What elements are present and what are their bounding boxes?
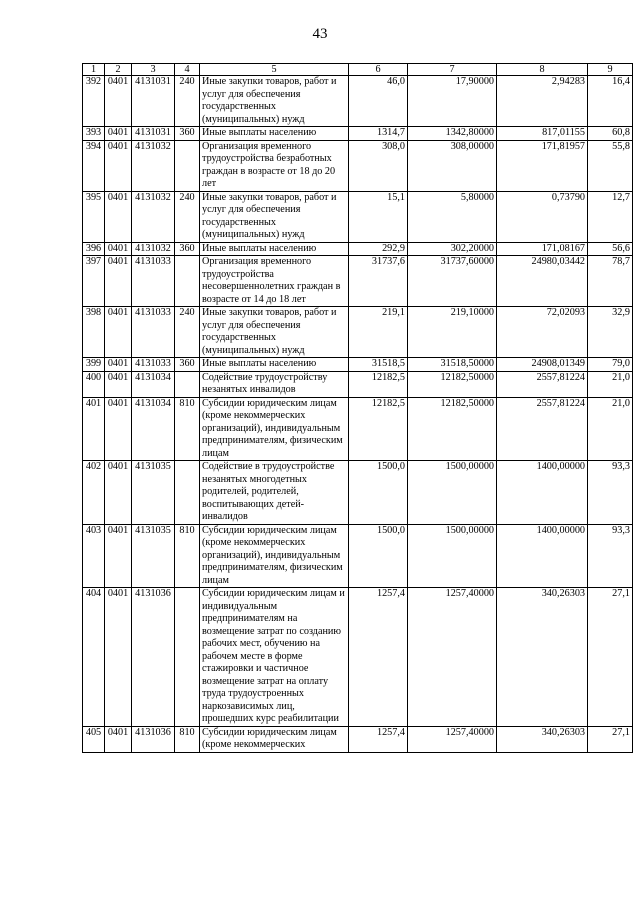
expense-type-cell bbox=[175, 256, 200, 307]
budget-table bbox=[82, 63, 633, 753]
target-code-cell: 4131036 bbox=[132, 726, 175, 752]
refined-value-cell: 219,10000 bbox=[408, 307, 497, 358]
target-code-cell: 4131035 bbox=[132, 524, 175, 588]
table-body bbox=[83, 76, 633, 753]
plan-value-cell: 31737,6 bbox=[349, 256, 408, 307]
header-cell: 1 bbox=[83, 64, 105, 76]
executed-value-cell: 1400,00000 bbox=[497, 461, 588, 525]
target-code-cell: 4131031 bbox=[132, 127, 175, 141]
executed-value-cell: 2557,81224 bbox=[497, 371, 588, 397]
name-cell: Иные закупки товаров, работ и услуг для обеспечения государственных (муниципальных) нужд bbox=[200, 76, 349, 127]
table-row bbox=[83, 397, 633, 461]
plan-value-cell: 12182,5 bbox=[349, 397, 408, 461]
plan-value-cell: 1500,0 bbox=[349, 524, 408, 588]
name-cell: Содействие в трудоустройстве незанятых многодетных родителей, родителей, воспитывающих детей-инвалидов bbox=[200, 461, 349, 525]
table-row bbox=[83, 242, 633, 256]
executed-value-cell: 24908,01349 bbox=[497, 358, 588, 372]
table-row bbox=[83, 588, 633, 727]
header-cell: 8 bbox=[497, 64, 588, 76]
section-code-cell: 0401 bbox=[105, 588, 132, 727]
name-cell: Иные закупки товаров, работ и услуг для обеспечения государственных (муниципальных) нужд bbox=[200, 307, 349, 358]
row-number-cell: 394 bbox=[83, 140, 105, 191]
row-number-cell: 401 bbox=[83, 397, 105, 461]
refined-value-cell: 12182,50000 bbox=[408, 397, 497, 461]
name-cell: Субсидии юридическим лицам (кроме некоммерческих bbox=[200, 726, 349, 752]
row-number-cell: 400 bbox=[83, 371, 105, 397]
refined-value-cell: 1500,00000 bbox=[408, 461, 497, 525]
header-cell: 7 bbox=[408, 64, 497, 76]
section-code-cell: 0401 bbox=[105, 242, 132, 256]
header-cell: 6 bbox=[349, 64, 408, 76]
target-code-cell: 4131034 bbox=[132, 371, 175, 397]
plan-value-cell: 292,9 bbox=[349, 242, 408, 256]
plan-value-cell: 1314,7 bbox=[349, 127, 408, 141]
name-cell: Субсидии юридическим лицам (кроме некоммерческих организаций), индивидуальным предпринимателям, физическим лицам bbox=[200, 524, 349, 588]
target-code-cell: 4131036 bbox=[132, 588, 175, 727]
table-row bbox=[83, 76, 633, 127]
target-code-cell: 4131032 bbox=[132, 191, 175, 242]
plan-value-cell: 31518,5 bbox=[349, 358, 408, 372]
refined-value-cell: 17,90000 bbox=[408, 76, 497, 127]
refined-value-cell: 12182,50000 bbox=[408, 371, 497, 397]
refined-value-cell: 1257,40000 bbox=[408, 726, 497, 752]
table-row bbox=[83, 307, 633, 358]
target-code-cell: 4131034 bbox=[132, 397, 175, 461]
percent-cell: 21,0 bbox=[588, 397, 633, 461]
executed-value-cell: 171,08167 bbox=[497, 242, 588, 256]
header-cell: 4 bbox=[175, 64, 200, 76]
section-code-cell: 0401 bbox=[105, 358, 132, 372]
plan-value-cell: 15,1 bbox=[349, 191, 408, 242]
row-number-cell: 397 bbox=[83, 256, 105, 307]
executed-value-cell: 2,94283 bbox=[497, 76, 588, 127]
header-cell: 5 bbox=[200, 64, 349, 76]
target-code-cell: 4131032 bbox=[132, 140, 175, 191]
plan-value-cell: 46,0 bbox=[349, 76, 408, 127]
expense-type-cell: 240 bbox=[175, 76, 200, 127]
refined-value-cell: 31737,60000 bbox=[408, 256, 497, 307]
target-code-cell: 4131032 bbox=[132, 242, 175, 256]
row-number-cell: 392 bbox=[83, 76, 105, 127]
plan-value-cell: 308,0 bbox=[349, 140, 408, 191]
percent-cell: 16,4 bbox=[588, 76, 633, 127]
table-row bbox=[83, 371, 633, 397]
table-row bbox=[83, 461, 633, 525]
percent-cell: 79,0 bbox=[588, 358, 633, 372]
target-code-cell: 4131033 bbox=[132, 256, 175, 307]
executed-value-cell: 24980,03442 bbox=[497, 256, 588, 307]
table-row bbox=[83, 358, 633, 372]
section-code-cell: 0401 bbox=[105, 191, 132, 242]
expense-type-cell bbox=[175, 371, 200, 397]
refined-value-cell: 1500,00000 bbox=[408, 524, 497, 588]
plan-value-cell: 1257,4 bbox=[349, 588, 408, 727]
executed-value-cell: 1400,00000 bbox=[497, 524, 588, 588]
row-number-cell: 395 bbox=[83, 191, 105, 242]
name-cell: Организация временного трудоустройства безработных граждан в возрасте от 18 до 20 лет bbox=[200, 140, 349, 191]
section-code-cell: 0401 bbox=[105, 256, 132, 307]
percent-cell: 56,6 bbox=[588, 242, 633, 256]
name-cell: Субсидии юридическим лицам и индивидуальным предпринимателям на возмещение затрат по созданию рабочих мест, обучению на рабочем месте в форме стажировки и частичное возмещение затрат на оплату труда трудоустроенных наркозависимых лиц, прошедших курс реабилитации bbox=[200, 588, 349, 727]
expense-type-cell bbox=[175, 461, 200, 525]
section-code-cell: 0401 bbox=[105, 140, 132, 191]
executed-value-cell: 2557,81224 bbox=[497, 397, 588, 461]
executed-value-cell: 72,02093 bbox=[497, 307, 588, 358]
expense-type-cell: 810 bbox=[175, 397, 200, 461]
executed-value-cell: 340,26303 bbox=[497, 588, 588, 727]
target-code-cell: 4131033 bbox=[132, 307, 175, 358]
section-code-cell: 0401 bbox=[105, 307, 132, 358]
percent-cell: 93,3 bbox=[588, 524, 633, 588]
section-code-cell: 0401 bbox=[105, 371, 132, 397]
refined-value-cell: 308,00000 bbox=[408, 140, 497, 191]
expense-type-cell bbox=[175, 588, 200, 727]
name-cell: Организация временного трудоустройства несовершеннолетних граждан в возрасте от 14 до 18 лет bbox=[200, 256, 349, 307]
table-row bbox=[83, 524, 633, 588]
table-row bbox=[83, 127, 633, 141]
refined-value-cell: 5,80000 bbox=[408, 191, 497, 242]
percent-cell: 12,7 bbox=[588, 191, 633, 242]
refined-value-cell: 31518,50000 bbox=[408, 358, 497, 372]
section-code-cell: 0401 bbox=[105, 524, 132, 588]
executed-value-cell: 0,73790 bbox=[497, 191, 588, 242]
expense-type-cell: 360 bbox=[175, 127, 200, 141]
table-row bbox=[83, 256, 633, 307]
table-row bbox=[83, 726, 633, 752]
percent-cell: 93,3 bbox=[588, 461, 633, 525]
plan-value-cell: 1257,4 bbox=[349, 726, 408, 752]
refined-value-cell: 302,20000 bbox=[408, 242, 497, 256]
name-cell: Иные выплаты населению bbox=[200, 127, 349, 141]
expense-type-cell: 240 bbox=[175, 307, 200, 358]
percent-cell: 21,0 bbox=[588, 371, 633, 397]
row-number-cell: 402 bbox=[83, 461, 105, 525]
name-cell: Иные выплаты населению bbox=[200, 242, 349, 256]
expense-type-cell: 810 bbox=[175, 524, 200, 588]
expense-type-cell: 360 bbox=[175, 358, 200, 372]
executed-value-cell: 171,81957 bbox=[497, 140, 588, 191]
name-cell: Иные закупки товаров, работ и услуг для обеспечения государственных (муниципальных) нужд bbox=[200, 191, 349, 242]
percent-cell: 27,1 bbox=[588, 588, 633, 727]
plan-value-cell: 219,1 bbox=[349, 307, 408, 358]
row-number-cell: 393 bbox=[83, 127, 105, 141]
header-row bbox=[83, 64, 633, 76]
row-number-cell: 405 bbox=[83, 726, 105, 752]
expense-type-cell: 360 bbox=[175, 242, 200, 256]
page-number: 43 bbox=[312, 26, 328, 42]
name-cell: Содействие трудоустройству незанятых инвалидов bbox=[200, 371, 349, 397]
executed-value-cell: 817,01155 bbox=[497, 127, 588, 141]
percent-cell: 60,8 bbox=[588, 127, 633, 141]
target-code-cell: 4131035 bbox=[132, 461, 175, 525]
refined-value-cell: 1342,80000 bbox=[408, 127, 497, 141]
executed-value-cell: 340,26303 bbox=[497, 726, 588, 752]
row-number-cell: 396 bbox=[83, 242, 105, 256]
target-code-cell: 4131033 bbox=[132, 358, 175, 372]
section-code-cell: 0401 bbox=[105, 726, 132, 752]
plan-value-cell: 12182,5 bbox=[349, 371, 408, 397]
expense-type-cell bbox=[175, 140, 200, 191]
row-number-cell: 399 bbox=[83, 358, 105, 372]
section-code-cell: 0401 bbox=[105, 127, 132, 141]
percent-cell: 27,1 bbox=[588, 726, 633, 752]
row-number-cell: 403 bbox=[83, 524, 105, 588]
table-row bbox=[83, 191, 633, 242]
refined-value-cell: 1257,40000 bbox=[408, 588, 497, 727]
percent-cell: 78,7 bbox=[588, 256, 633, 307]
row-number-cell: 398 bbox=[83, 307, 105, 358]
percent-cell: 32,9 bbox=[588, 307, 633, 358]
percent-cell: 55,8 bbox=[588, 140, 633, 191]
section-code-cell: 0401 bbox=[105, 397, 132, 461]
table-row bbox=[83, 140, 633, 191]
name-cell: Субсидии юридическим лицам (кроме некоммерческих организаций), индивидуальным предпринимателям, физическим лицам bbox=[200, 397, 349, 461]
expense-type-cell: 810 bbox=[175, 726, 200, 752]
plan-value-cell: 1500,0 bbox=[349, 461, 408, 525]
header-cell: 2 bbox=[105, 64, 132, 76]
header-cell: 9 bbox=[588, 64, 633, 76]
section-code-cell: 0401 bbox=[105, 461, 132, 525]
header-cell: 3 bbox=[132, 64, 175, 76]
target-code-cell: 4131031 bbox=[132, 76, 175, 127]
section-code-cell: 0401 bbox=[105, 76, 132, 127]
expense-type-cell: 240 bbox=[175, 191, 200, 242]
name-cell: Иные выплаты населению bbox=[200, 358, 349, 372]
row-number-cell: 404 bbox=[83, 588, 105, 727]
